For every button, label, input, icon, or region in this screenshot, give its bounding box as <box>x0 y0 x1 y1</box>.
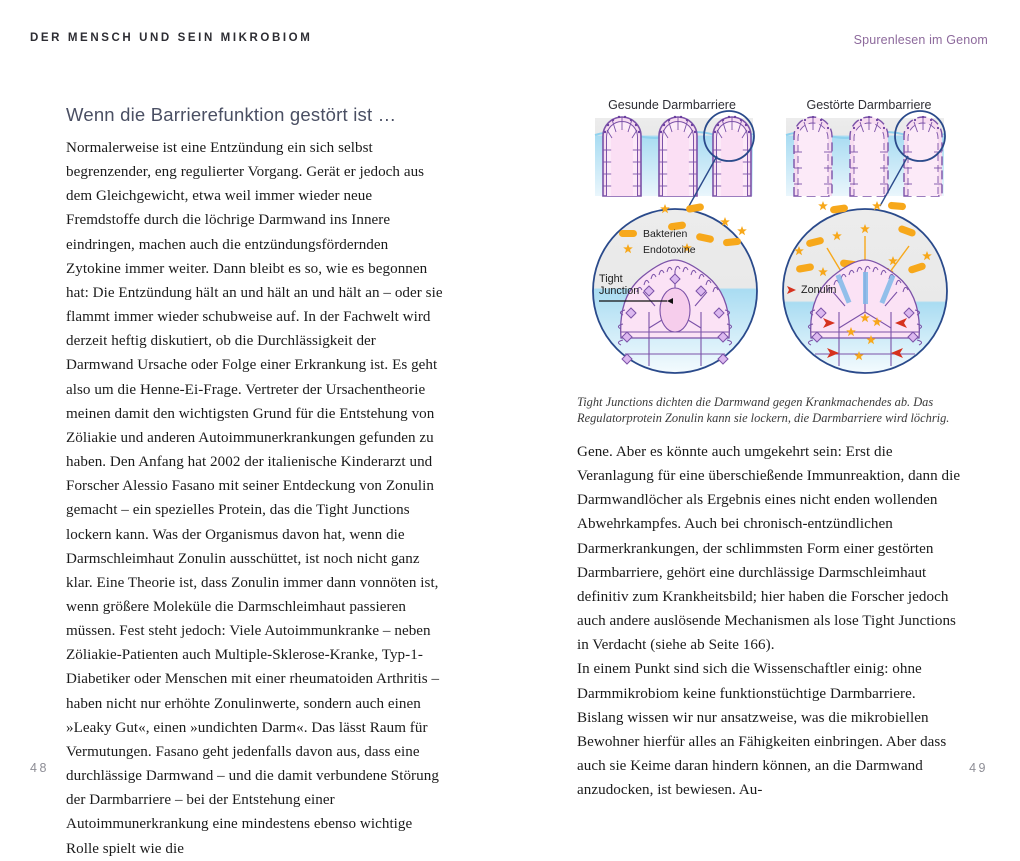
running-head-left: DER MENSCH UND SEIN MIKROBIOM <box>30 32 313 44</box>
figure-caption-wrap <box>577 384 962 427</box>
figure-panel-title-right: Gestörte Darmbarriere <box>806 98 932 112</box>
zonulin-label: Zonulin <box>801 284 837 296</box>
tight-junction-label-line1: Tight <box>599 273 623 285</box>
figure-caption: Tight Junctions dichten die Darmwand gegen Krankmachendes ab. Das Regulatorprotein Zonulin kann sie lockern, die Darmbarriere wird löchrig. <box>577 395 950 426</box>
left-column <box>66 104 446 861</box>
panel-disturbed-top <box>786 111 945 206</box>
detail-circle-disturbed <box>783 201 947 373</box>
legend-bakterien-icon <box>619 230 637 237</box>
page-title: Wenn die Barrierefunktion gestört ist … <box>66 104 397 125</box>
tight-junction-label-line2: Junction <box>599 285 640 297</box>
body-paragraph: Normalerweise ist eine Entzündung ein sich selbst begrenzender, eng regulierter Vorgang. Gerät er jedoch aus dem Gleichgewicht, etwa weil immer wieder neue Fremdstoffe durch die löchrige Darmwand ins Innere eindringen, machen auch die entzündungsfördernden Zytokine immer weiter. Dann bleibt es so, wie es begonnen hat: Die Entzündung hält an und hält an und hält an – oder sie flammt immer wieder schubweise auf. In der Fachwelt wird derzeit heftig diskutiert, ob die Durchlässigkeit der Darmwand Ursache oder Folge einer Erkrankung ist. Es geht also um die Henne-Ei-Frage. Vertreter der Ursachentheorie meinen damit den wichtigsten Grund für die Entstehung von Zöliakie und anderen Autoimmunerkrankungen gefunden zu haben. Den Anfang hat 2002 der italienische Kinderarzt und Forscher Alessio Fasano mit seiner Entdeckung von Zonulin gemacht – ein spezielles Protein, das die Tight Junctions lockern kann. Was der Organismus davon hat, wenn die Darmschleimhaut Zonulin ausschüttet, ist noch nicht ganz klar. Eine Theorie ist, dass Zonulin immer dann vonnöten ist, wenn größere Moleküle die Darmschleimhaut passieren müssen. Fest steht jedoch: Viele Autoimmunkranke – neben Zöliakie-Patienten auch Multiple-Sklerose-Kranke, Typ-1-Diabetiker oder Menschen mit einer rheumatoiden Arthritis – haben nicht nur erhöhte Zonulinwerte, sondern auch einen »Leaky Gut«, einen »undichten Darm«. Das lässt Raum für Vermutungen. Fasano geht jedenfalls davon aus, dass eine durchlässige Darmwand – und die damit verbundene Störung der Darmbarriere – bei der Entstehung einer Autoimmunerkrankung eine mindestens ebenso wichtige Rolle spielt wie die <box>66 140 443 857</box>
figure-panel-title-left: Gesunde Darmbarriere <box>608 98 736 112</box>
running-head-right: Spurenlesen im Genom <box>853 33 988 47</box>
detail-circle-healthy <box>593 203 757 373</box>
body-paragraph: In einem Punkt sind sich die Wissenschaftler einig: ohne Darmmikrobiom keine funktionstüchtige Darmbarriere. Bislang wissen wir nur ansatzweise, was die mikrobiellen Bewohner hierfür alles an Fähigkeiten einbringen. Aber dass auch sie Keime daran hindern können, an die Darmwand anzudocken, ist bewiesen. Au- <box>577 661 947 799</box>
panel-healthy-top <box>595 111 754 206</box>
legend-endotoxine-label: Endotoxine <box>643 244 696 256</box>
folio-left: 48 <box>30 761 49 775</box>
body-paragraph: Gene. Aber es könnte auch umgekehrt sein: Erst die Veranlagung für eine überschießende Immunreaktion, dann die Darmwandlöcher als Ergebnis eines nicht enden wollenden Abwehrkampfes. Auch bei chronisch-entzündlichen Darmerkrankungen, der schlimmsten Form einer gestörten Darmbarriere, gehört eine durchlässige Darmschleimhaut definitiv zum Krankheitsbild; hier haben die Forscher jedoch auch andere auslösende Mechanismen als lose Tight Junctions in Verdacht (siehe ab Seite 166). <box>577 444 961 654</box>
figure-darmbarriere <box>577 96 962 376</box>
right-column <box>577 440 962 802</box>
legend-bakterien-label: Bakterien <box>643 228 688 240</box>
folio-right: 49 <box>969 761 988 775</box>
